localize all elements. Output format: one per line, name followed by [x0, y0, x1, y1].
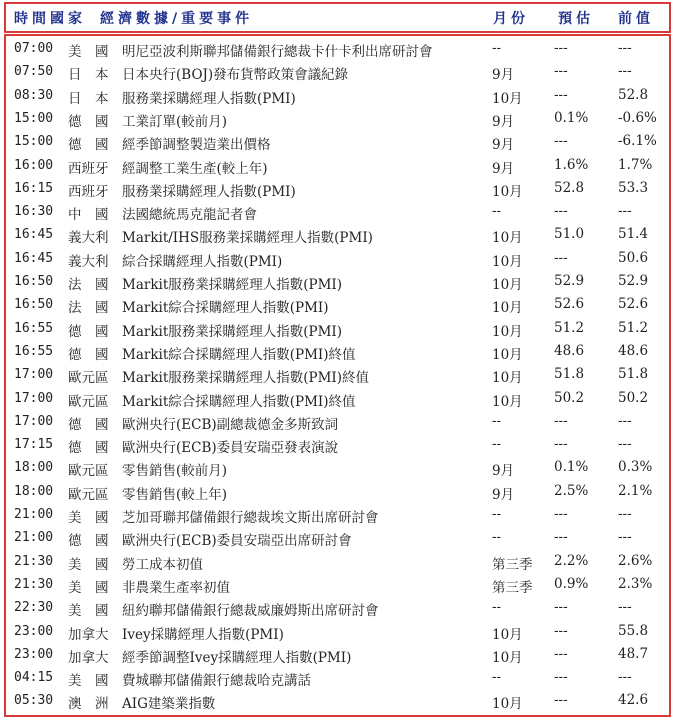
- row-previous: 52.9: [618, 273, 649, 289]
- row-country: 法 國: [68, 277, 109, 293]
- row-event: 非農業生產率初值: [122, 579, 230, 596]
- row-country: 日 本: [68, 90, 109, 107]
- row-forecast: 2.5%: [554, 482, 589, 499]
- row-month: 10月: [492, 277, 523, 293]
- row-country: 法 國: [68, 300, 109, 317]
- table-row: [6, 690, 669, 713]
- row-forecast: ---: [554, 436, 568, 453]
- row-time: 16:45: [14, 227, 54, 243]
- row-previous: 0.3%: [618, 459, 653, 476]
- row-previous: 1.7%: [618, 156, 653, 173]
- row-month: 10月: [492, 323, 523, 340]
- row-time: 17:00: [14, 390, 54, 406]
- row-country: 美 國: [68, 510, 109, 526]
- row-previous: 52.8: [618, 86, 649, 103]
- row-event: Ivey採購經理人指數(PMI): [122, 626, 284, 643]
- row-forecast: ---: [554, 40, 568, 56]
- table-row: [6, 597, 669, 620]
- row-month: 10月: [492, 696, 523, 713]
- row-time: 21:30: [14, 553, 54, 569]
- row-time: 05:30: [14, 693, 54, 709]
- row-previous: 48.6: [618, 342, 649, 359]
- row-time: 18:00: [14, 460, 54, 476]
- row-event: Markit綜合採購經理人指數(PMI)終值: [122, 393, 356, 410]
- row-forecast: 2.2%: [554, 552, 589, 569]
- row-time: 04:15: [14, 670, 54, 686]
- table-row: [6, 644, 669, 667]
- row-previous: 52.6: [618, 296, 649, 313]
- row-time: 16:55: [14, 320, 54, 336]
- header-time-country: 時間國家: [14, 11, 86, 27]
- row-country: 美 國: [68, 673, 109, 690]
- row-event: Markit服務業採購經理人指數(PMI)終值: [122, 370, 370, 387]
- row-month: 10月: [492, 626, 523, 643]
- table-row: [6, 85, 669, 108]
- row-previous: -6.1%: [618, 133, 657, 150]
- row-event: 歐洲央行(ECB)副總裁德金多斯致詞: [122, 416, 339, 433]
- row-month: --: [492, 412, 502, 429]
- table-row: [6, 551, 669, 574]
- row-previous: 50.6: [618, 249, 649, 266]
- table-row: [6, 178, 669, 201]
- row-forecast: ---: [554, 133, 568, 150]
- row-previous: 51.2: [618, 319, 649, 336]
- row-forecast: ---: [554, 86, 568, 103]
- row-month: 第三季: [492, 556, 533, 573]
- row-previous: 53.3: [618, 179, 649, 196]
- row-event: 服務業採購經理人指數(PMI): [122, 90, 296, 107]
- row-month: --: [492, 506, 502, 522]
- row-event: Markit綜合採購經理人指數(PMI)終值: [122, 346, 356, 363]
- header-forecast: 預估: [558, 11, 594, 27]
- row-country: 德 國: [68, 346, 109, 363]
- row-month: 9月: [492, 137, 515, 154]
- row-forecast: ---: [554, 692, 568, 709]
- row-country: 德 國: [68, 113, 109, 130]
- table-row: [6, 294, 669, 317]
- row-forecast: 1.6%: [554, 156, 589, 173]
- row-month: --: [492, 529, 502, 546]
- row-country: 美 國: [68, 603, 109, 620]
- row-time: 16:00: [14, 157, 54, 173]
- table-row: [6, 411, 669, 434]
- row-time: 16:50: [14, 274, 54, 289]
- row-country: 加拿大: [68, 649, 109, 666]
- table-row: [6, 131, 669, 154]
- table-row: [6, 504, 669, 527]
- row-forecast: 52.8: [554, 179, 585, 196]
- row-event: 日本央行(BOJ)發布貨幣政策會議紀錄: [122, 67, 349, 84]
- row-month: 9月: [492, 67, 515, 84]
- row-country: 美 國: [68, 556, 109, 573]
- row-forecast: ---: [554, 412, 568, 429]
- table-row: [6, 481, 669, 504]
- row-month: 10月: [492, 90, 523, 107]
- row-previous: 50.2: [618, 389, 649, 406]
- row-time: 21:30: [14, 576, 54, 592]
- row-previous: -0.6%: [618, 109, 657, 126]
- row-time: 07:00: [14, 41, 54, 56]
- row-forecast: ---: [554, 599, 568, 616]
- row-forecast: ---: [554, 249, 568, 266]
- row-time: 21:00: [14, 530, 54, 546]
- row-previous: 55.8: [618, 622, 649, 639]
- row-previous: ---: [618, 529, 632, 546]
- row-time: 17:00: [14, 367, 54, 383]
- row-time: 17:15: [14, 437, 54, 453]
- row-country: 德 國: [68, 416, 109, 433]
- row-previous: 48.7: [618, 645, 649, 662]
- row-event: 紐約聯邦儲備銀行總裁威廉姆斯出席研討會: [122, 603, 379, 620]
- row-time: 15:00: [14, 134, 54, 150]
- row-month: 10月: [492, 253, 523, 270]
- row-forecast: ---: [554, 622, 568, 639]
- row-country: 德 國: [68, 440, 109, 457]
- row-event: Markit/IHS服務業採購經理人指數(PMI): [122, 230, 373, 247]
- row-forecast: 51.2: [554, 319, 585, 336]
- row-previous: ---: [618, 63, 632, 80]
- row-country: 義大利: [68, 230, 109, 247]
- row-event: 服務業採購經理人指數(PMI): [122, 183, 296, 200]
- row-forecast: 0.9%: [554, 575, 589, 592]
- row-previous: ---: [618, 40, 632, 56]
- table-row: [6, 527, 669, 550]
- table-row: [6, 61, 669, 84]
- row-event: 費城聯邦儲備銀行總裁哈克講話: [122, 673, 311, 690]
- row-forecast: 50.2: [554, 389, 585, 406]
- table-row: [6, 388, 669, 411]
- row-time: 08:30: [14, 87, 54, 103]
- row-event: 經季節調整製造業出價格: [122, 137, 271, 154]
- row-forecast: ---: [554, 529, 568, 546]
- row-month: 9月: [492, 463, 515, 480]
- row-event: 零售銷售(較前月): [122, 463, 228, 480]
- table-row: [6, 434, 669, 457]
- row-event: 零售銷售(較上年): [122, 486, 228, 503]
- table-row: [6, 271, 669, 294]
- table-row: [6, 457, 669, 480]
- row-event: 芝加哥聯邦儲備銀行總裁埃文斯出席研討會: [122, 510, 379, 526]
- row-country: 美 國: [68, 44, 109, 60]
- row-month: --: [492, 669, 502, 686]
- row-event: 歐洲央行(ECB)委員安瑞亞出席研討會: [122, 533, 352, 550]
- row-country: 德 國: [68, 323, 109, 340]
- row-event: 勞工成本初值: [122, 556, 203, 573]
- row-month: --: [492, 203, 502, 220]
- row-country: 美 國: [68, 579, 109, 596]
- row-forecast: 51.8: [554, 366, 585, 383]
- table-row: [6, 155, 669, 178]
- table-row: [6, 224, 669, 247]
- row-time: 16:45: [14, 250, 54, 266]
- row-country: 西班牙: [68, 160, 109, 177]
- row-previous: 51.4: [618, 226, 649, 243]
- calendar-table: [4, 2, 671, 715]
- row-event: 歐洲央行(ECB)委員安瑞亞發表演說: [122, 440, 339, 457]
- header-month: 月份: [493, 11, 529, 27]
- row-event: 經調整工業生產(較上年): [122, 160, 268, 177]
- table-row: [6, 201, 669, 224]
- row-forecast: 0.1%: [554, 109, 589, 126]
- row-time: 16:55: [14, 343, 54, 359]
- row-country: 澳 洲: [68, 696, 109, 713]
- row-event: 綜合採購經理人指數(PMI): [122, 253, 283, 270]
- row-event: AIG建築業指數: [122, 696, 216, 713]
- row-month: 9月: [492, 113, 515, 130]
- row-event: Markit服務業採購經理人指數(PMI): [122, 323, 343, 340]
- row-month: 10月: [492, 346, 523, 363]
- row-time: 22:30: [14, 600, 54, 616]
- row-time: 07:50: [14, 64, 54, 80]
- row-time: 16:15: [14, 180, 54, 196]
- table-row: [6, 248, 669, 271]
- table-body: [4, 34, 671, 717]
- row-previous: ---: [618, 669, 632, 686]
- row-time: 15:00: [14, 110, 54, 126]
- row-event: 工業訂單(較前月): [122, 113, 228, 130]
- row-forecast: ---: [554, 506, 568, 522]
- row-country: 歐元區: [68, 463, 109, 480]
- row-forecast: 52.6: [554, 296, 585, 313]
- row-country: 加拿大: [68, 626, 109, 643]
- table-row: [6, 108, 669, 131]
- row-previous: ---: [618, 203, 632, 220]
- row-previous: ---: [618, 436, 632, 453]
- row-time: 21:00: [14, 507, 54, 522]
- row-time: 16:50: [14, 297, 54, 313]
- row-forecast: ---: [554, 63, 568, 80]
- table-row: [6, 341, 669, 364]
- row-month: 第三季: [492, 579, 533, 596]
- table-row: [6, 318, 669, 341]
- row-previous: 2.6%: [618, 552, 653, 569]
- row-previous: 51.8: [618, 366, 649, 383]
- row-month: --: [492, 436, 502, 453]
- row-country: 歐元區: [68, 370, 109, 387]
- row-country: 西班牙: [68, 183, 109, 200]
- row-month: 10月: [492, 230, 523, 247]
- row-month: 10月: [492, 393, 523, 410]
- row-event: Markit綜合採購經理人指數(PMI): [122, 300, 329, 317]
- row-previous: ---: [618, 599, 632, 616]
- row-event: 明尼亞波利斯聯邦儲備銀行總裁卡什卡利出席研討會: [122, 44, 433, 60]
- row-previous: 2.3%: [618, 575, 653, 592]
- row-previous: 42.6: [618, 692, 649, 709]
- row-previous: ---: [618, 412, 632, 429]
- row-forecast: 0.1%: [554, 459, 589, 476]
- row-previous: 2.1%: [618, 482, 653, 499]
- row-month: 10月: [492, 649, 523, 666]
- row-forecast: 52.9: [554, 273, 585, 289]
- row-country: 歐元區: [68, 393, 109, 410]
- row-country: 日 本: [68, 67, 109, 84]
- row-month: 10月: [492, 300, 523, 317]
- row-country: 中 國: [68, 207, 109, 224]
- header-event: 經濟數據/重要事件: [100, 11, 254, 27]
- row-event: Markit服務業採購經理人指數(PMI): [122, 277, 343, 293]
- row-month: 10月: [492, 370, 523, 387]
- row-forecast: ---: [554, 669, 568, 686]
- row-time: 23:00: [14, 646, 54, 662]
- row-time: 23:00: [14, 623, 54, 639]
- header-previous: 前值: [618, 11, 654, 27]
- row-forecast: 51.0: [554, 226, 585, 243]
- row-month: --: [492, 599, 502, 616]
- row-month: --: [492, 40, 502, 56]
- row-time: 16:30: [14, 204, 54, 220]
- row-month: 10月: [492, 183, 523, 200]
- table-row: [6, 667, 669, 690]
- row-country: 歐元區: [68, 486, 109, 503]
- row-time: 17:00: [14, 413, 54, 429]
- row-country: 德 國: [68, 533, 109, 550]
- table-header: [4, 2, 671, 33]
- table-row: [6, 621, 669, 644]
- row-forecast: ---: [554, 203, 568, 220]
- row-time: 18:00: [14, 483, 54, 499]
- table-row: [6, 574, 669, 597]
- row-country: 德 國: [68, 137, 109, 154]
- table-row: [6, 364, 669, 387]
- row-country: 義大利: [68, 253, 109, 270]
- table-row: [6, 38, 669, 61]
- row-month: 9月: [492, 486, 515, 503]
- row-forecast: ---: [554, 645, 568, 662]
- row-event: 法國總統馬克龍記者會: [122, 207, 257, 224]
- row-forecast: 48.6: [554, 342, 585, 359]
- row-previous: ---: [618, 506, 632, 522]
- row-month: 9月: [492, 160, 515, 177]
- row-event: 經季節調整Ivey採購經理人指數(PMI): [122, 649, 352, 666]
